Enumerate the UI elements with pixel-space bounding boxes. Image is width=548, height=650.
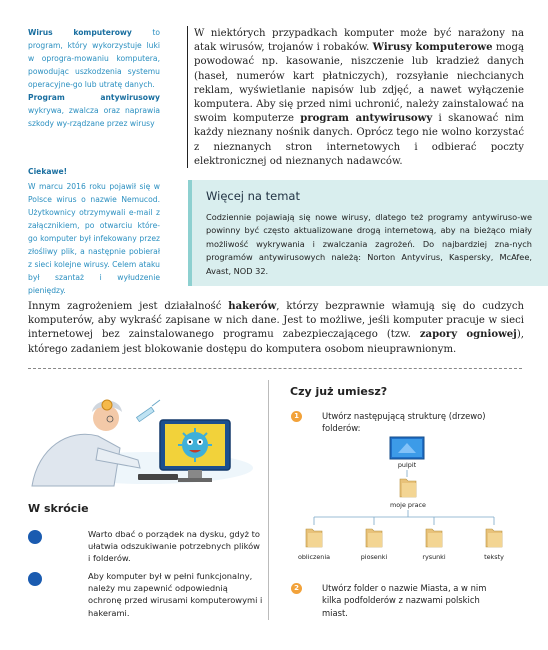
def-virus: to program, który wykorzystuje luki w oprogra-mowaniu komputera, powodując uszkodzenia systemu operacyjne-go lub utratę danych. (28, 28, 160, 89)
para1-bold-viruses: Wirusy komputerowe (372, 42, 493, 54)
curious-title: Ciekawe! (28, 167, 68, 176)
folder-icon (426, 529, 442, 547)
text-divider (187, 26, 188, 168)
para2-bold-hackers: hakerów (228, 301, 277, 312)
term-antivirus: Program antywirusowy (28, 93, 160, 102)
term-virus: Wirus komputerowy (28, 28, 132, 37)
folder-label: pulpit (397, 461, 417, 469)
para1-text-1: W niektórych przypadkach komputer może być narażony na atak wirusów, trojanów i robaków. (194, 28, 524, 54)
para2-text-2: , którzy bezprawnie włamują się do cudzych komputerów, aby wykraść zapisane w nich dane. Jest to możliwe, jeśli komputer pracuje w sieci internetowej bez zainstalowanego programu zabezpieczającego (tzw. (28, 301, 524, 341)
main-paragraph-hackers (28, 300, 524, 357)
main-paragraph-viruses (194, 27, 524, 169)
margin-note-curious (28, 165, 160, 297)
margin-note-definitions (28, 26, 160, 130)
quiz-heading: Czy już umiesz? (290, 385, 388, 398)
summary-item-text: Warto dbać o porządek na dysku, gdyż to ułatwia odszukiwanie potrzebnych plików i folderów. (88, 529, 260, 564)
bullet-dot (28, 572, 42, 586)
task-number-badge: 2 (291, 583, 302, 594)
section-divider (28, 368, 522, 369)
folder-label: piosenki (360, 553, 388, 561)
task-1-text: Utwórz następującą strukturę (drzewo) folderów: (322, 411, 486, 434)
desktop-icon (390, 437, 424, 459)
column-divider (268, 380, 269, 620)
para2-text-3: ), którego zadaniem jest blokowanie dostępu do komputera osobom nieuprawnionym. (28, 329, 524, 355)
folder-icon (366, 529, 382, 547)
summary-heading: W skrócie (28, 502, 89, 515)
doctor-virus-illustration (28, 388, 253, 488)
summary-item-text: Aby komputer był w pełni funkcjonalny, należy mu zapewnić odpowiednią ochronę przed wirusami komputerowymi i hakerami. (88, 571, 263, 618)
folder-label: moje prace (390, 501, 426, 509)
infobox-title: Więcej na temat (206, 189, 300, 203)
para2-text-1: Innym zagrożeniem jest działalność (28, 301, 229, 312)
task-2-text: Utwórz folder o nazwie Miasta, a w nim kilka podfolderów z nazwami polskich miast. (322, 583, 487, 618)
para1-text-3: i skanować nim każdy nieznany nośnik danych. Oprócz tego nie wolno korzystać z nieznanych stron internetowych i odbierać poczty elektronicznej od nieznanych nadawców. (194, 113, 524, 167)
infobox-text: Codziennie pojawiają się nowe wirusy, dlatego też programy antywiruso-we powinny być często aktualizowane drogą internetową, aby na bieżąco miały możliwość wykrywania i zwalczania zagrożeń. Do najbardziej zna-nych programów antywirusowych należą: Norton Antyvirus, Kaspersky, McAfee, Avast, NOD 32. (206, 212, 532, 276)
folder-label: teksty (484, 553, 504, 561)
para2-bold-firewall: zapory ogniowej (419, 329, 517, 341)
curious-text: W marcu 2016 roku pojawił się w Polsce wirus o nazwie Nemucod. Użytkownicy otrzymywali e-mail z załącznikiem, po otwarciu które-go komputer był infekowany przez złośliwy plik, a następnie pobierał z sieci kolejne wirusy. Celem ataku był szantaż i wyłudzenie pieniędzy. (28, 182, 160, 295)
folder-icon (400, 479, 416, 497)
folder-tree-diagram (280, 433, 528, 573)
folder-icon (486, 529, 502, 547)
more-info-box (188, 180, 548, 286)
para1-text-2: mogą powodować np. kasowanie, niszczenie lub kradzież danych (haseł, numerów kart płatniczych), rozsyłanie niechcianych reklam, wyświetlanie napisów lub zdjęć, a nawet wyłączenie komputera. Aby się przed nimi uchronić, należy zainstalować na swoim komputerze (194, 42, 524, 125)
folder-label: rysunki (422, 553, 446, 561)
def-antivirus: wykrywa, zwalcza oraz naprawia szkody wy-rządzane przez wirusy (28, 106, 160, 128)
bullet-dot (28, 530, 42, 544)
folder-label: obliczenia (297, 553, 331, 561)
folder-icon (306, 529, 322, 547)
para1-bold-antivirus: program antywirusowy (300, 113, 433, 125)
task-number-badge: 1 (291, 411, 302, 422)
